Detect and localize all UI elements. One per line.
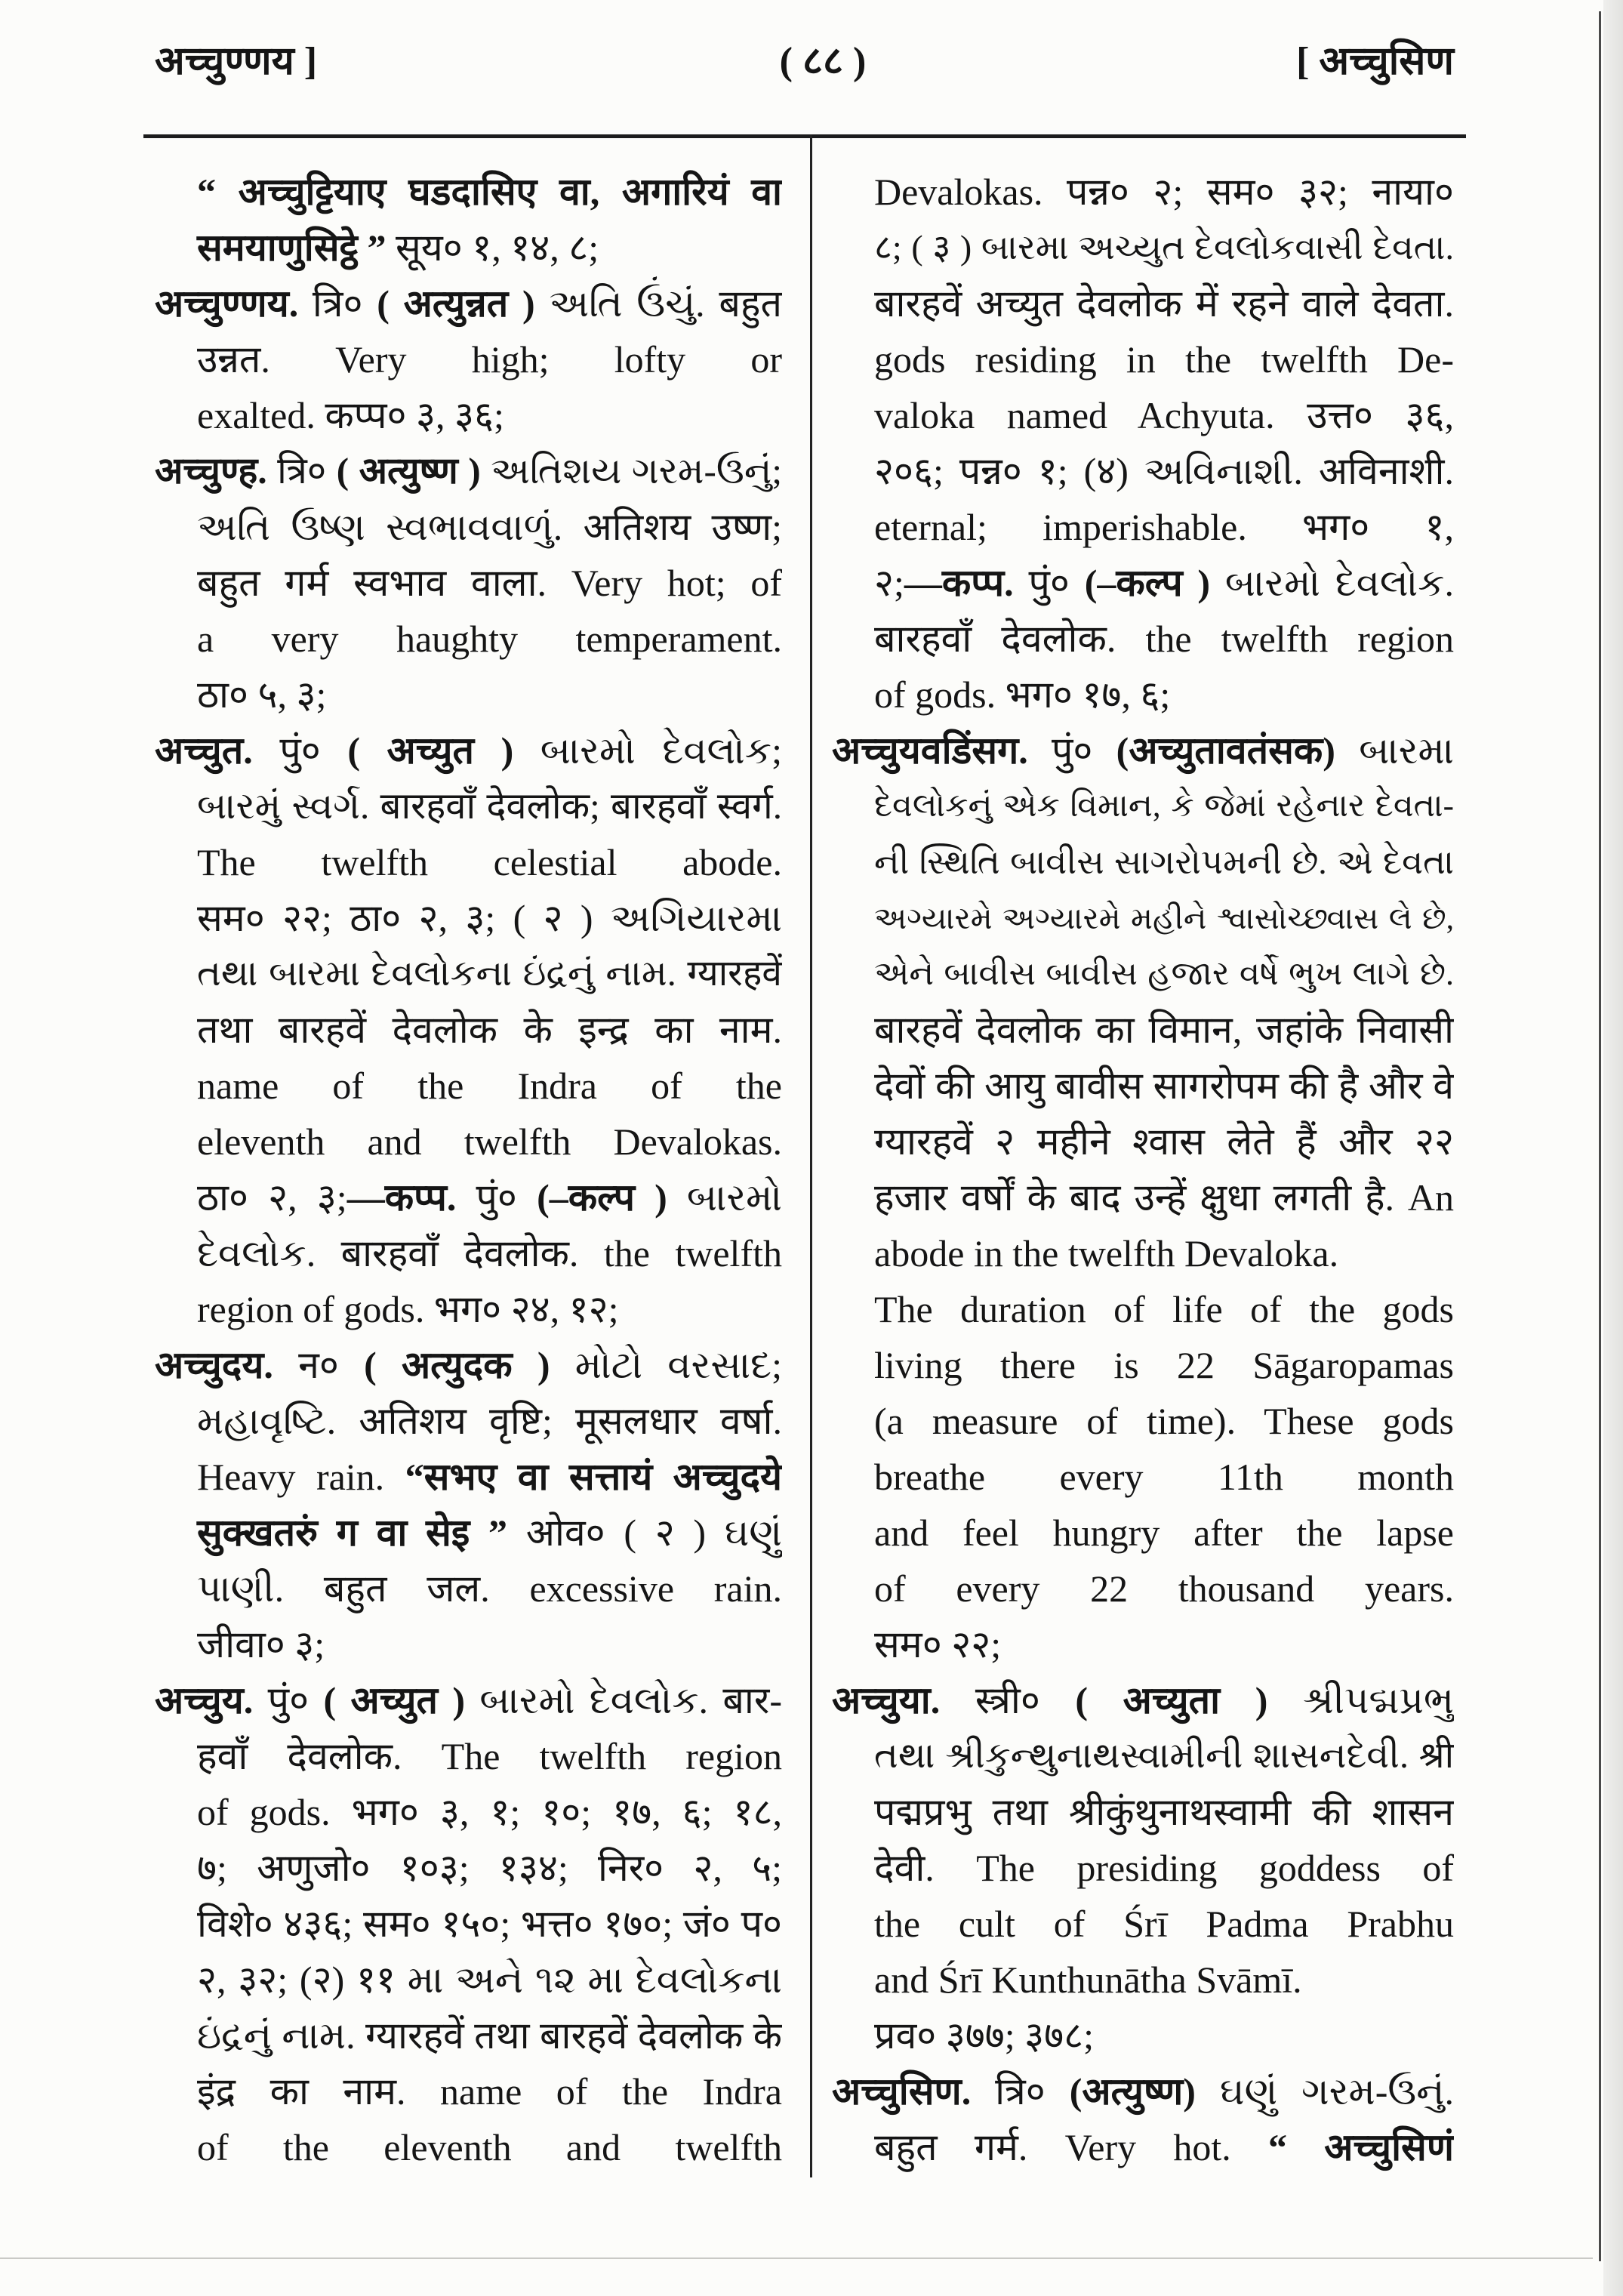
sanskrit-equivalent: ( अत्युन्नत ): [377, 282, 535, 325]
text-line: [832, 2008, 1454, 2063]
text-line: [832, 276, 1454, 331]
line-text: बारहवाँ देवलोक. the twelfth region: [874, 618, 1454, 660]
scan-edge-shade: [1603, 0, 1623, 2296]
line-text: and feel hungry after the lapse: [874, 1512, 1454, 1554]
line-text: of every 22 thousand years.: [874, 1567, 1454, 1610]
line-text: The duration of life of the gods: [874, 1288, 1454, 1330]
entry-head-line: [155, 1337, 782, 1393]
text-line: [155, 1225, 782, 1281]
text-line: [832, 1896, 1454, 1952]
text-line: [155, 946, 782, 1002]
line-text: ની સ્થિતિ બાવીસ સાગરોપમની છે. એ દેવતા: [874, 843, 1454, 881]
text-line: [832, 1337, 1454, 1393]
text-line: [155, 1393, 782, 1449]
line-text: सम० २२;: [874, 1623, 1002, 1666]
text-line: [155, 1281, 782, 1337]
line-text: of gods. भग० ३, १; १०; १७, ६; १८,: [197, 1791, 782, 1833]
text-line: [832, 1840, 1454, 1896]
text-line: [832, 331, 1454, 387]
text-line: [832, 1952, 1454, 2008]
page-number: ( ८८ ): [779, 40, 867, 83]
text-line: [832, 1170, 1454, 1225]
line-text: eleventh and twelfth Devalokas.: [197, 1120, 782, 1163]
line-text: देवों की आयु बावीस सागरोपम की है और वे: [874, 1065, 1454, 1107]
line-text: બારમો દેવલોક.: [1210, 562, 1454, 604]
text-line: [155, 1896, 782, 1952]
line-text: विशे० ४३६; सम० १५०; भत्त० १७०; जं० प०: [197, 1903, 782, 1945]
citation-quote: “सभए वा सत्तायं अच्चुदये: [405, 1456, 782, 1498]
line-text: eternal; imperishable. भग० १,: [874, 506, 1454, 548]
line-text: મોટો વરસાદ;: [550, 1344, 782, 1386]
text-line: [155, 555, 782, 611]
text-line: [832, 1281, 1454, 1337]
line-text: ઇંદ્રનું નામ. ग्यारहवें तथा बारहवें देवलोक के: [197, 2014, 782, 2057]
text-line: [832, 1114, 1454, 1170]
sanskrit-equivalent: (–कल्प ): [1084, 562, 1211, 604]
headword: अच्चुत.: [155, 729, 253, 772]
line-text: અતિ ઉંચું. बहुत: [534, 282, 782, 325]
text-line: [155, 1449, 782, 1505]
text-line: [832, 1561, 1454, 1616]
headword: अच्चुसिण.: [832, 2070, 972, 2113]
text-line: [155, 1058, 782, 1114]
line-text: બારમો દેવલોક. बार-: [465, 1679, 782, 1721]
line-text: બારમું સ્વર્ગ. बारहवाँ देवलोक; बारहवाँ स्वर्ग.: [197, 785, 782, 827]
citation-quote: सुक्खतरुं ग वा सेइ ”: [197, 1512, 508, 1554]
text-line: [832, 611, 1454, 667]
line-text: અતિ ઉષ્ણ સ્વભાવવાળું. अतिशय उष्ण;: [197, 506, 782, 548]
line-text: બારમો: [667, 1176, 782, 1219]
line-text: exalted. कप्प० ३, ३६;: [197, 394, 504, 436]
entry-head-line: [832, 723, 1454, 778]
text-line: [155, 611, 782, 667]
text-line: [155, 1952, 782, 2008]
line-text: बहुत गर्म. Very hot.: [874, 2126, 1269, 2168]
headword: अच्चुदय.: [155, 1344, 273, 1386]
scan-edge-line: [1599, 11, 1601, 2261]
right-column: [832, 164, 1454, 2175]
text-line: [832, 890, 1454, 946]
text-line: [832, 555, 1454, 611]
entry-head-line: [155, 1672, 782, 1728]
headword: अच्चुण्ह.: [155, 450, 267, 492]
grammar-label: पुं०: [252, 729, 348, 772]
line-text: देवी. The presiding goddess of: [874, 1847, 1454, 1889]
header-rule: [143, 134, 1466, 138]
text-line: [155, 1002, 782, 1058]
sanskrit-equivalent: ( अच्युत ): [323, 1679, 466, 1721]
headword: अच्चुया.: [832, 1679, 941, 1721]
line-text: gods residing in the twelfth De-: [874, 338, 1454, 381]
line-text: सम० २२; ठा० २, ३; ( २ ) અગિયારમા: [197, 897, 782, 939]
line-text: region of gods. भग० २४, १२;: [197, 1288, 619, 1330]
line-text: તથા શ્રીકુન્થુનાથસ્વામીની શાસનદેવી. श्री: [874, 1736, 1454, 1776]
line-text: દેવલોકનું એક વિમાન, કે જેમાં રહેનાર દેવતા-: [874, 788, 1454, 824]
line-text: શ્રીપદ્મપ્રભુ: [1267, 1679, 1454, 1721]
line-text: ७; अणुजो० १०३; १३४; निर० २, ५;: [197, 1847, 782, 1889]
headword: अच्चुण्णय.: [155, 282, 299, 325]
entry-head-line: [155, 443, 782, 499]
grammar-label: त्रि०: [266, 450, 337, 492]
grammar-label: न०: [273, 1344, 365, 1386]
line-text: a very haughty temperament.: [197, 618, 782, 660]
text-line: [832, 443, 1454, 499]
text-line: [832, 164, 1454, 220]
line-text: २, ३२; (२) ११ મા અને ૧૨ મા દેવલોકના: [197, 1959, 782, 2001]
line-text: તથા બારમા દેવલોકના ઇંદ્રનું નામ. ग्यारहवें: [197, 954, 782, 994]
line-text: (a measure of time). These gods: [874, 1400, 1454, 1442]
text-line: [155, 499, 782, 555]
line-text: तथा बारहवें देवलोक के इन्द्र का नाम.: [197, 1009, 782, 1051]
line-text: बारहवें अच्युत देवलोक में रहने वाले देवता.: [874, 282, 1454, 325]
line-text: એને બાવીસ બાવીસ હજાર વર્ષે ભુખ લાગે છે.: [874, 955, 1454, 992]
line-text: The twelfth celestial abode.: [197, 841, 782, 883]
running-head-right: [ अच्चुसिण: [1296, 40, 1454, 83]
text-line: [832, 667, 1454, 723]
grammar-label: त्रि०: [298, 282, 377, 325]
line-text: name of the Indra of the: [197, 1065, 782, 1107]
line-text: મહાવૃષ્ટિ. अतिशय वृष्टि; मूसलधार वर्षा.: [197, 1400, 782, 1442]
line-text: बारहवें देवलोक का विमान, जहांके निवासी: [874, 1009, 1454, 1051]
headword: अच्चुय.: [155, 1679, 254, 1721]
text-line: [832, 1616, 1454, 1672]
text-line: [155, 1784, 782, 1840]
line-text: ओव० ( २ ) ઘણું: [507, 1512, 782, 1554]
headword: अच्चुयवडिंसग.: [832, 729, 1028, 772]
sanskrit-equivalent: (अच्युतावतंसक): [1116, 729, 1335, 772]
text-line: [832, 220, 1454, 276]
sanskrit-equivalent: ( अत्युष्ण ): [336, 450, 481, 492]
line-text: abode in the twelfth Devaloka.: [874, 1232, 1339, 1274]
text-line: [155, 2119, 782, 2175]
line-text: અતિશય ગરમ-ઉનું;: [480, 450, 782, 492]
text-line: [155, 667, 782, 723]
text-line: [832, 1728, 1454, 1784]
text-line: [155, 778, 782, 834]
line-text: બારમો દેવલોક;: [513, 729, 782, 772]
entry-head-line: [155, 276, 782, 331]
text-line: [832, 387, 1454, 443]
line-text: બારમા: [1335, 729, 1454, 772]
entry-head-line: [155, 723, 782, 778]
line-text: અગ્યારમે અગ્યારમે મહીને શ્વાસોચ્છ્વાસ લે છે,: [874, 901, 1454, 935]
column-divider: [810, 134, 812, 2177]
text-line: [155, 834, 782, 890]
line-text: जीवा० ३;: [197, 1623, 325, 1666]
line-text: દેવલોક. बारहवाँ देवलोक. the twelfth: [197, 1232, 782, 1274]
line-text: ઘણું ગરમ-ઉનું.: [1195, 2070, 1454, 2113]
text-line: [155, 1616, 782, 1672]
text-line: [155, 1505, 782, 1561]
scan-bottom-line: [0, 2257, 1593, 2259]
line-text: ८; ( ३ ) બારમા અચ્યુત દેવલોકવાસી દેવતા.: [874, 228, 1454, 267]
grammar-label: पुं०: [456, 1176, 537, 1219]
text-line: [832, 778, 1454, 834]
text-line: [155, 2008, 782, 2063]
sub-headword: —कप्प.: [346, 1176, 457, 1219]
grammar-label: पुं०: [1013, 562, 1085, 604]
line-text: पद्मप्रभु तथा श्रीकुंथुनाथस्वामी की शासन: [874, 1791, 1454, 1833]
grammar-label: पुं०: [253, 1679, 324, 1721]
running-head-left: अच्चुण्णय ]: [155, 40, 318, 83]
text-line: [832, 1058, 1454, 1114]
line-text: living there is 22 Sāgaropamas: [874, 1344, 1454, 1386]
line-text: ग्यारहवें २ महीने श्वास लेते हैं और २२: [874, 1120, 1454, 1163]
line-text: પાણી. बहुत जल. excessive rain.: [197, 1567, 782, 1610]
line-text: of the eleventh and twelfth: [197, 2126, 782, 2168]
sanskrit-equivalent: ( अत्युदक ): [364, 1344, 550, 1386]
text-line: [155, 220, 782, 276]
text-line: [155, 387, 782, 443]
line-text: valoka named Achyuta. उत्त० ३६,: [874, 394, 1454, 436]
left-column: [155, 164, 782, 2175]
text-line: [155, 1114, 782, 1170]
grammar-label: स्त्री०: [940, 1679, 1076, 1721]
grammar-label: त्रि०: [971, 2070, 1070, 2113]
line-text: the cult of Śrī Padma Prabhu: [874, 1903, 1454, 1945]
line-text: ठा० २, ३;: [197, 1176, 347, 1219]
sanskrit-equivalent: ( अच्युता ): [1075, 1679, 1268, 1721]
text-line: [832, 1002, 1454, 1058]
line-text: हजार वर्षों के बाद उन्हें क्षुधा लगती है. An: [874, 1176, 1454, 1219]
line-text: बहुत गर्म स्वभाव वाला. Very hot; of: [197, 562, 782, 604]
sanskrit-equivalent: ( अच्युत ): [347, 729, 514, 772]
text-line: [832, 499, 1454, 555]
line-text: breathe every 11th month: [874, 1456, 1454, 1498]
line-text: Devalokas. पन्न० २; सम० ३२; नाया०: [874, 171, 1454, 213]
citation-quote: “ अच्चुसिणं: [1268, 2126, 1454, 2168]
line-text: इंद्र का नाम. name of the Indra: [197, 2070, 782, 2113]
line-text: २०६; पन्न० १; (४) અવિનાશી. अविनाशी.: [874, 450, 1454, 492]
text-line: [155, 1728, 782, 1784]
text-line: [832, 1393, 1454, 1449]
citation-quote: “ अच्चुट्टियाए घडदासिए वा, अगारियं वा: [197, 171, 782, 213]
sub-headword: —कप्प.: [904, 562, 1014, 604]
text-line: [832, 2119, 1454, 2175]
sanskrit-equivalent: (–कल्प ): [537, 1176, 667, 1219]
line-text: ठा० ५, ३;: [197, 673, 327, 716]
text-line: [155, 1840, 782, 1896]
sanskrit-equivalent: (अत्युष्ण): [1069, 2070, 1196, 2113]
line-text: सूय० १, १४, ८;: [386, 227, 599, 269]
line-text: उन्नत. Very high; lofty or: [197, 338, 782, 381]
text-line: [155, 890, 782, 946]
citation-quote: समयाणुसिट्ठे ”: [197, 227, 387, 269]
text-line: [832, 1505, 1454, 1561]
text-line: [155, 164, 782, 220]
line-text: of gods. भग० १७, ६;: [874, 673, 1171, 716]
line-text: प्रव० ३७७; ३७८;: [874, 2014, 1095, 2057]
text-line: [155, 2063, 782, 2119]
text-line: [155, 1561, 782, 1616]
text-line: [155, 1170, 782, 1225]
entry-head-line: [832, 1672, 1454, 1728]
line-text: Heavy rain.: [197, 1456, 405, 1498]
line-text: and Śrī Kunthunātha Svāmī.: [874, 1959, 1302, 2001]
text-line: [832, 834, 1454, 890]
text-line: [832, 1449, 1454, 1505]
entry-head-line: [832, 2063, 1454, 2119]
line-text: २;: [874, 562, 904, 604]
text-line: [832, 1784, 1454, 1840]
text-line: [832, 946, 1454, 1002]
line-text: हवाँ देवलोक. The twelfth region: [197, 1735, 782, 1777]
text-line: [155, 331, 782, 387]
grammar-label: पुं०: [1027, 729, 1116, 772]
text-line: [832, 1225, 1454, 1281]
